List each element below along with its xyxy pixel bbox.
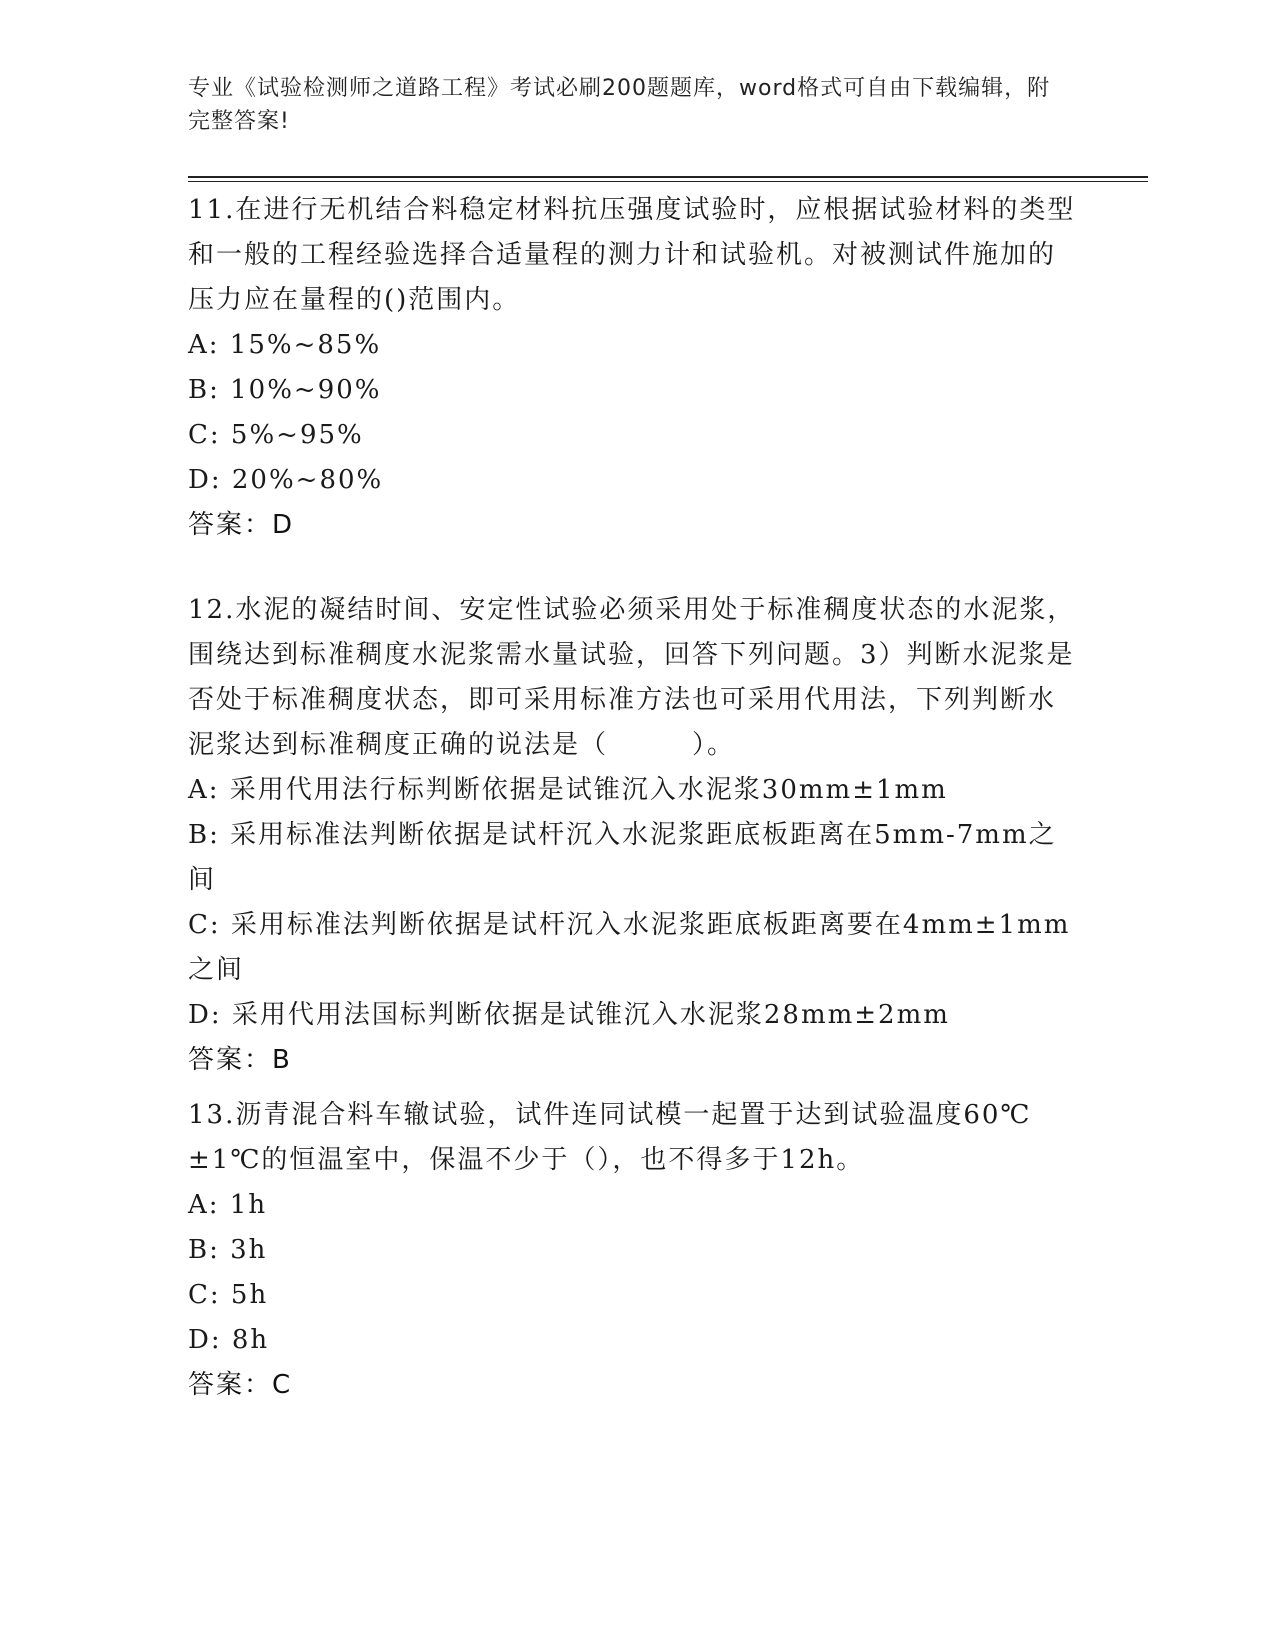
answer: 答案：C (188, 1370, 293, 1400)
document-header: 专业《试验检测师之道路工程》考试必刷200题题库，word格式可自由下载编辑，附完整答案! (188, 76, 1051, 134)
question-13 (188, 1093, 1078, 1408)
question-stem: 12.水泥的凝结时间、安定性试验必须采用处于标准稠度状态的水泥浆，围绕达到标准稠度水泥浆需水量试验，回答下列问题。3）判断水泥浆是否处于标准稠度状态，即可采用标准方法也可采用代用法，下列判断水泥浆达到标准稠度正确的说法是（ ）。 (188, 595, 1076, 760)
option-b: B: 采用标准法判断依据是试杆沉入水泥浆距底板距离在5mm-7mm之间 (188, 820, 1057, 895)
option-a: A: 采用代用法行标判断依据是试锥沉入水泥浆30mm±1mm (188, 775, 948, 805)
header-divider-thin (188, 181, 1148, 182)
answer: 答案：D (188, 510, 295, 540)
option-b: B: 3h (188, 1235, 268, 1265)
option-c: C: 5h (188, 1280, 269, 1310)
option-a: A: 15%~85% (188, 330, 382, 360)
question-stem: 13.沥青混合料车辙试验，试件连同试模一起置于达到试验温度60℃±1℃的恒温室中，保温不少于（），也不得多于12h。 (188, 1100, 1032, 1175)
question-12 (188, 588, 1078, 1083)
header-divider-thick (188, 176, 1148, 178)
question-stem: 11.在进行无机结合料稳定材料抗压强度试验时，应根据试验材料的类型和一般的工程经验选择合适量程的测力计和试验机。对被测试件施加的压力应在量程的()范围内。 (188, 195, 1076, 315)
option-c: C: 5%~95% (188, 420, 364, 450)
option-d: D: 8h (188, 1325, 270, 1355)
option-a: A: 1h (188, 1190, 268, 1220)
option-c: C: 采用标准法判断依据是试杆沉入水泥浆距底板距离要在4mm±1mm之间 (188, 910, 1071, 985)
question-11 (188, 188, 1078, 548)
answer: 答案：B (188, 1045, 292, 1075)
option-b: B: 10%~90% (188, 375, 382, 405)
option-d: D: 20%~80% (188, 465, 384, 495)
option-d: D: 采用代用法国标判断依据是试锥沉入水泥浆28mm±2mm (188, 1000, 950, 1030)
